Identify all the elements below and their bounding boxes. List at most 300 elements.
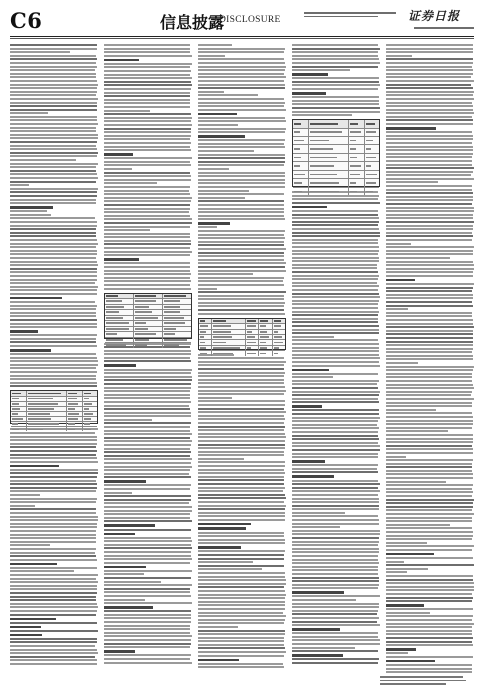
text-line [104, 570, 192, 572]
table-cell [163, 310, 191, 315]
text-line [10, 109, 97, 111]
text-line [198, 612, 283, 614]
text-line [198, 120, 286, 122]
table-cell-text [274, 320, 281, 322]
text-line [292, 293, 379, 295]
text-line [386, 308, 408, 310]
table-cell [67, 397, 83, 401]
text-heading-line [104, 153, 133, 156]
table-cell [349, 145, 365, 152]
table-cell-text [28, 423, 60, 425]
text-line [10, 490, 96, 492]
text-line [292, 267, 377, 269]
section-title: 信息披露 [160, 13, 225, 32]
text-line [386, 557, 473, 559]
text-line [10, 312, 96, 314]
text-line [198, 497, 286, 499]
table-cell-text [68, 393, 77, 395]
text-line [104, 95, 190, 97]
data-table [292, 119, 380, 187]
text-line [10, 382, 97, 384]
table-cell [246, 335, 259, 339]
text-line [10, 480, 96, 482]
table-cell [365, 171, 380, 178]
text-line [386, 623, 474, 625]
text-line [10, 112, 48, 114]
text-line [292, 453, 378, 455]
table-cell [134, 321, 163, 326]
text-line [10, 498, 97, 500]
text-line [198, 66, 286, 68]
text-line [104, 208, 190, 210]
text-line [292, 239, 378, 241]
footer-text-line [380, 683, 446, 685]
text-line [10, 289, 97, 291]
text-line [292, 387, 378, 389]
table-cell [163, 338, 191, 343]
table-cell-text [135, 322, 146, 324]
table-cell [349, 129, 365, 136]
text-line [292, 639, 380, 641]
text-line [10, 134, 98, 136]
text-line [104, 499, 191, 501]
text-line [386, 391, 472, 393]
table-cell-text [106, 300, 122, 302]
text-line [10, 508, 96, 510]
text-line [104, 529, 191, 531]
text-line [386, 123, 473, 125]
text-line [292, 519, 379, 521]
table-cell-text [12, 418, 23, 420]
text-line [386, 131, 472, 133]
text-line [10, 261, 97, 263]
text-line [198, 146, 285, 148]
text-line [292, 636, 378, 638]
table-cell [246, 319, 259, 323]
table-cell [293, 129, 309, 136]
text-line [292, 357, 380, 359]
table-cell [273, 324, 285, 328]
text-line [10, 257, 96, 259]
text-line [10, 199, 96, 201]
text-line [198, 48, 285, 50]
text-line [10, 385, 97, 387]
table-cell-text [366, 148, 371, 150]
text-line [292, 314, 378, 316]
table-cell-text [310, 148, 333, 150]
text-line [198, 143, 284, 145]
text-line [10, 341, 96, 343]
text-line [104, 591, 190, 593]
table-cell-text [135, 295, 156, 297]
text-line [292, 332, 379, 334]
table-cell-text [260, 336, 269, 338]
text-line [104, 455, 190, 457]
text-line [292, 111, 380, 113]
text-line [104, 88, 191, 90]
text-line [10, 253, 97, 255]
table-cell [134, 332, 163, 337]
text-line [10, 210, 47, 212]
text-heading-line [292, 591, 344, 594]
text-line [198, 208, 284, 210]
text-line [10, 345, 97, 347]
text-line [386, 542, 427, 544]
text-line [104, 602, 192, 604]
text-line [104, 211, 189, 213]
text-line [10, 243, 98, 245]
table-cell [67, 417, 83, 421]
text-line [386, 564, 474, 566]
text-line [198, 393, 284, 395]
text-line [104, 588, 190, 590]
text-line [198, 572, 285, 574]
text-line [104, 440, 192, 442]
text-line [10, 195, 97, 197]
text-line [198, 277, 284, 279]
text-heading-line [292, 475, 334, 478]
text-line [386, 402, 472, 404]
table-cell-text [247, 353, 256, 355]
text-line [292, 380, 379, 382]
text-line [10, 73, 96, 75]
text-line [104, 218, 192, 220]
text-line [386, 405, 472, 407]
text-line [104, 51, 190, 53]
text-line [198, 505, 286, 507]
text-line [10, 375, 96, 377]
text-line [104, 492, 132, 494]
text-line [292, 347, 379, 349]
text-line [198, 87, 285, 89]
text-heading-line [10, 465, 59, 468]
table-cell [273, 335, 285, 339]
table-cell-text [164, 306, 180, 308]
text-line [292, 456, 378, 458]
text-line [386, 271, 473, 273]
text-line [386, 427, 472, 429]
text-line [292, 343, 379, 345]
text-line [198, 561, 253, 563]
text-line [386, 358, 473, 360]
text-line [292, 318, 378, 320]
text-line [386, 171, 473, 173]
table-cell [309, 154, 350, 161]
text-line [292, 537, 379, 539]
table-cell [259, 324, 272, 328]
text-heading-line [198, 527, 246, 530]
text-line [198, 58, 284, 60]
text-line [198, 447, 285, 449]
text-line [292, 512, 345, 514]
text-line [198, 415, 284, 417]
text-line [386, 668, 472, 670]
text-line [292, 66, 378, 68]
table-cell [83, 422, 98, 426]
text-line [386, 217, 473, 219]
text-line [10, 516, 98, 518]
text-heading-line [386, 604, 424, 607]
text-line [104, 555, 191, 557]
text-line [104, 412, 191, 414]
text-line [10, 378, 96, 380]
data-table [198, 318, 286, 350]
text-line [10, 357, 97, 359]
text-heading-line [198, 135, 245, 138]
table-cell-text [200, 320, 205, 322]
table-row [293, 120, 379, 128]
text-line [198, 179, 285, 181]
table-cell [212, 346, 246, 350]
text-line [10, 367, 96, 369]
table-cell-text [213, 325, 231, 327]
text-line [10, 610, 97, 612]
table-cell [27, 391, 68, 395]
text-line [198, 305, 284, 307]
text-line [104, 426, 190, 428]
text-line [386, 612, 430, 614]
text-line [292, 624, 380, 626]
text-line [292, 394, 379, 396]
text-line [10, 102, 97, 104]
table-row [293, 154, 379, 162]
text-line [292, 224, 378, 226]
text-line [386, 341, 473, 343]
text-line [198, 494, 285, 496]
text-line [104, 193, 190, 195]
text-line [10, 443, 97, 445]
table-row [293, 179, 379, 187]
table-cell [105, 332, 134, 337]
table-cell [163, 327, 191, 332]
text-line [198, 622, 284, 624]
table-cell-text [310, 165, 335, 167]
table-cell [212, 351, 246, 355]
text-line [292, 424, 377, 426]
text-line [10, 232, 96, 234]
table-cell-text [106, 328, 129, 330]
text-line [104, 270, 190, 272]
text-line [10, 599, 96, 601]
text-line [104, 106, 190, 108]
text-line [104, 149, 191, 151]
text-line [198, 237, 285, 239]
text-line [10, 585, 97, 587]
text-line [104, 551, 191, 553]
text-line [198, 568, 262, 570]
text-line [292, 289, 378, 291]
text-line [292, 562, 379, 564]
table-cell-text [274, 336, 282, 338]
text-line [198, 550, 285, 552]
table-cell [365, 179, 380, 186]
text-line [10, 264, 98, 266]
table-cell-text [260, 325, 266, 327]
text-line [198, 586, 284, 588]
text-line [10, 279, 97, 281]
text-line [198, 186, 285, 188]
text-line [386, 135, 473, 137]
text-line [386, 506, 473, 508]
text-line [386, 283, 474, 285]
text-line [292, 449, 380, 451]
text-line [386, 380, 472, 382]
text-line [198, 218, 285, 220]
text-heading-line [104, 650, 135, 653]
text-line [198, 361, 286, 363]
table-cell-text [12, 393, 21, 395]
text-line [386, 189, 472, 191]
text-line [292, 662, 378, 664]
text-line [10, 360, 98, 362]
text-line [386, 146, 473, 148]
text-line [10, 66, 97, 68]
table-row [293, 171, 379, 179]
text-line [198, 400, 285, 402]
table-cell [349, 154, 365, 161]
text-line [198, 375, 284, 377]
text-line [198, 597, 285, 599]
text-line [104, 55, 192, 57]
text-line [10, 184, 29, 186]
text-line [386, 105, 473, 107]
text-line [386, 538, 472, 540]
text-line [292, 413, 379, 415]
text-line [198, 411, 286, 413]
text-line [104, 74, 190, 76]
table-cell-text [84, 429, 91, 431]
text-line [386, 51, 473, 53]
text-line [10, 570, 74, 572]
text-line [386, 348, 473, 350]
text-line [198, 190, 249, 192]
table-cell-text [164, 300, 180, 302]
table-row [293, 129, 379, 137]
text-line [292, 303, 378, 305]
table-cell [83, 391, 98, 395]
text-line [10, 116, 97, 118]
text-line [104, 462, 191, 464]
text-line [10, 315, 96, 317]
text-line [104, 476, 191, 478]
text-line [292, 658, 379, 660]
text-line [10, 552, 95, 554]
text-heading-line [292, 628, 340, 631]
text-line [10, 505, 35, 507]
table-cell [259, 346, 272, 350]
text-line [10, 638, 97, 640]
text-line [386, 362, 418, 364]
text-heading-line [10, 330, 38, 333]
text-line [198, 175, 285, 177]
text-line [292, 232, 380, 234]
text-line [10, 181, 96, 183]
text-line [386, 192, 473, 194]
table-cell-text [247, 347, 251, 349]
table-cell [105, 305, 134, 310]
text-line [292, 77, 379, 79]
text-line [386, 185, 472, 187]
table-cell [83, 397, 98, 401]
page-code: C6 [10, 8, 43, 33]
text-line [198, 139, 285, 141]
text-line [386, 466, 472, 468]
text-line [198, 501, 284, 503]
text-line [104, 595, 191, 597]
text-line [386, 76, 471, 78]
text-line [10, 217, 95, 219]
text-line [292, 650, 378, 652]
text-line [386, 499, 474, 501]
text-line [292, 69, 350, 71]
text-heading-line [104, 566, 146, 569]
table-cell-text [135, 339, 149, 341]
text-line [292, 271, 378, 273]
text-heading-line [292, 654, 343, 657]
table-cell [83, 402, 98, 406]
text-line [386, 481, 446, 483]
table-cell-text [200, 336, 204, 338]
text-line [198, 91, 224, 93]
text-line [386, 423, 473, 425]
text-line [104, 243, 191, 245]
text-line [198, 469, 284, 471]
table-cell-text [310, 123, 339, 125]
text-line [10, 305, 97, 307]
text-line [386, 509, 472, 511]
text-line [10, 130, 96, 132]
table-cell [67, 407, 83, 411]
text-line [198, 298, 284, 300]
table-cell [134, 338, 163, 343]
text-heading-line [386, 660, 435, 663]
text-line [386, 326, 474, 328]
text-line [198, 515, 285, 517]
text-line [104, 540, 192, 542]
table-cell [83, 407, 98, 411]
text-line [104, 517, 190, 519]
text-line [198, 640, 284, 642]
text-line [386, 246, 474, 248]
table-cell [67, 391, 83, 395]
text-line [386, 434, 473, 436]
table-cell [163, 321, 191, 326]
text-line [386, 626, 472, 628]
text-line [10, 606, 98, 608]
text-line [10, 555, 96, 557]
text-line [104, 113, 191, 115]
text-line [104, 383, 191, 385]
text-line [386, 112, 474, 114]
table-cell [163, 305, 191, 310]
text-line [292, 282, 377, 284]
text-heading-line [104, 59, 139, 62]
text-line [292, 285, 379, 287]
text-line [198, 109, 286, 111]
text-line [198, 69, 285, 71]
table-cell [365, 154, 380, 161]
text-line [386, 287, 473, 289]
text-line [292, 526, 340, 528]
text-line [386, 641, 472, 643]
text-line [10, 559, 97, 561]
text-line [104, 458, 192, 460]
article-column-4 [292, 44, 380, 690]
text-line [10, 91, 97, 93]
text-line [386, 48, 473, 50]
text-line [386, 535, 473, 537]
header-date [410, 27, 474, 30]
